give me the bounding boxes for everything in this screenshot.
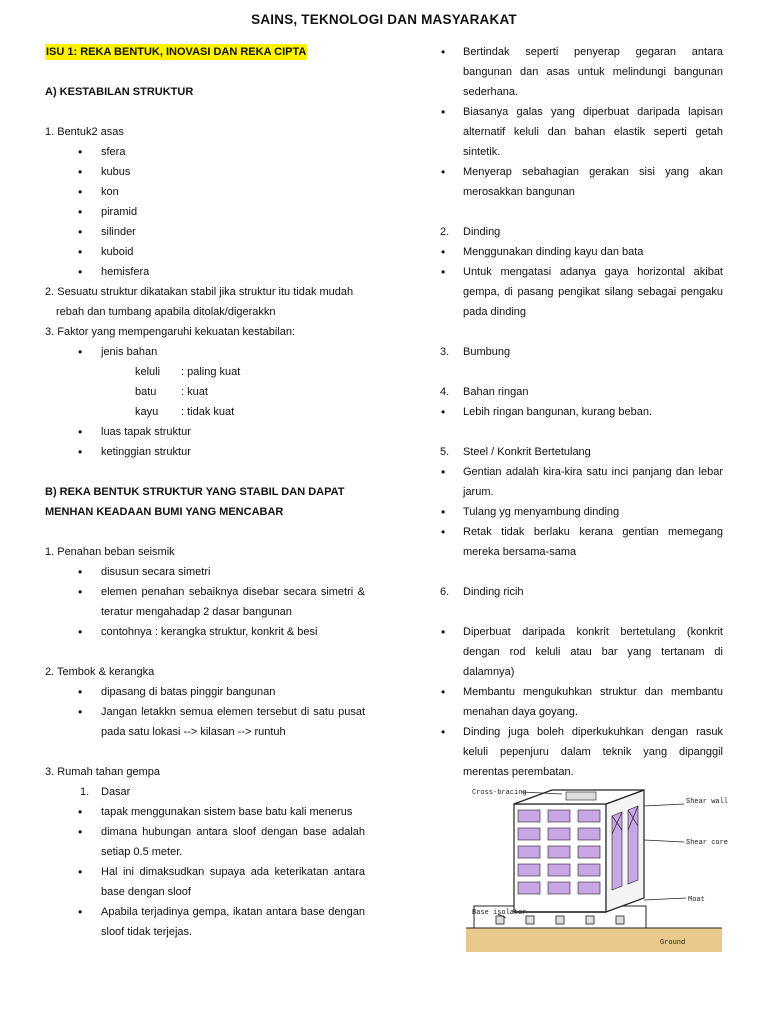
list-item: • Jangan letakkn semua elemen tersebut di satu pusat pada satu lokasi --> kilasan --> runtuh [45, 702, 365, 742]
material-value: : paling kuat [181, 366, 241, 378]
material-name: kayu [135, 406, 159, 418]
material-name: batu [135, 386, 157, 398]
number: 2. [440, 226, 450, 238]
page-title: SAINS, TEKNOLOGI DAN MASYARAKAT [251, 12, 517, 27]
list-item: • Menyerap sebahagian gerakan sisi yang akan merosakkan bangunan [440, 162, 723, 202]
heading-bahan-ringan [440, 382, 723, 402]
b3-item: 3. Rumah tahan gempa [45, 766, 160, 778]
material-row [45, 402, 365, 422]
list-item: • elemen penahan sebaiknya disebar secara simetri & teratur mengahadap 2 dasar bangunan [45, 582, 365, 622]
b2-item: 2. Tembok & kerangka [45, 666, 155, 678]
list-item: • Biasanya galas yang diperbuat daripada lapisan alternatif keluli dan bahan elastik seperti getah sintetik. [440, 102, 723, 162]
list-item: • Menggunakan dinding kayu dan bata [440, 242, 723, 262]
list-item: • Lebih ringan bangunan, kurang beban. [440, 402, 723, 422]
material-row [45, 382, 365, 402]
list-item: • kuboid [45, 242, 365, 262]
number: 6. [440, 586, 450, 598]
list-item: • disusun secara simetri [45, 562, 365, 582]
list-item: • Apabila terjadinya gempa, ikatan antara base dengan sloof tidak terjejas. [45, 902, 365, 942]
material-value: : kuat [181, 386, 208, 398]
heading-dinding [440, 222, 723, 242]
list-item: • kon [45, 182, 365, 202]
label-shear-wall: Shear wall [686, 798, 729, 806]
heading-dinding-ricih [440, 582, 723, 602]
a3-item: 3. Faktor yang mempengaruhi kekuatan kestabilan: [45, 326, 296, 338]
a2-item: 2. Sesuatu struktur dikatakan stabil jika struktur itu tidak mudah rebah dan tumbang apabila ditolak/digerakkn [45, 286, 354, 318]
list-item: • silinder [45, 222, 365, 242]
heading-bumbung [440, 342, 723, 362]
label-shear-core: Shear core [686, 839, 729, 847]
list-item: • dimana hubungan antara sloof dengan base adalah setiap 0.5 meter. [45, 822, 365, 862]
list-item: • piramid [45, 202, 365, 222]
label-moat: Moat [688, 896, 705, 904]
list-item: • Gentian adalah kira-kira satu inci panjang dan lebar jarum. [440, 462, 723, 502]
list-item: • contohnya : kerangka struktur, konkrit & besi [45, 622, 365, 642]
material-value: : tidak kuat [181, 406, 235, 418]
sub-label: Dasar [101, 786, 131, 798]
list-item: • Tulang yg menyambung dinding [440, 502, 723, 522]
heading-label: Dinding ricih [463, 586, 524, 598]
list-item: • hemisfera [45, 262, 365, 282]
left-column [45, 42, 365, 942]
material-row [45, 362, 365, 382]
list-item: • kubus [45, 162, 365, 182]
number: 4. [440, 386, 450, 398]
label-ground: Ground [660, 939, 686, 947]
b1-item: 1. Penahan beban seismik [45, 546, 175, 558]
issue-heading: ISU 1: REKA BENTUK, INOVASI DAN REKA CIPTA [46, 46, 307, 58]
list-item: • Diperbuat daripada konkrit bertetulang (konkrit dengan rod keluli atau bar yang tertanam di dalamnya) [440, 622, 723, 682]
right-column [440, 42, 723, 782]
heading-label: Steel / Konkrit Bertetulang [463, 446, 591, 458]
number: 5. [440, 446, 450, 458]
list-item: • Bertindak seperti penyerap gegaran antara bangunan dan asas untuk melindungi bangunan sederhana. [440, 42, 723, 102]
building-front [514, 804, 606, 912]
list-item: • dipasang di batas pinggir bangunan [45, 682, 365, 702]
list-item: • sfera [45, 142, 365, 162]
heading-label: Bumbung [463, 346, 511, 358]
heading-label: Bahan ringan [463, 386, 529, 398]
a1-item: 1. Bentuk2 asas [45, 126, 124, 138]
list-item: • Untuk mengatasi adanya gaya horizontal akibat gempa, di pasang pengikat silang sebagai pengaku pada dinding [440, 262, 723, 322]
sub-number: 1. [80, 786, 90, 798]
material-name: keluli [135, 366, 161, 378]
list-item: • tapak menggunakan sistem base batu kali menerus [45, 802, 365, 822]
heading-label: Dinding [463, 226, 501, 238]
list-item: • luas tapak struktur [45, 422, 365, 442]
list-item: • Membantu mengukuhkan struktur dan membantu menahan daya goyang. [440, 682, 723, 722]
label-base-isolator: Base isolator [472, 909, 527, 917]
section-a-heading: A) KESTABILAN STRUKTUR [45, 86, 194, 98]
list-item: • jenis bahan [45, 342, 365, 362]
list-item: • Dinding juga boleh diperkukuhkan dengan rasuk keluli pepenjuru dalam teknik yang dipanggil merentas perembatan. [440, 722, 723, 782]
number: 3. [440, 346, 450, 358]
list-item: • Hal ini dimaksudkan supaya ada keterikatan antara base dengan sloof [45, 862, 365, 902]
label-cross-bracing: Cross-bracing [472, 789, 527, 797]
list-item: • ketinggian struktur [45, 442, 365, 462]
section-b-heading: B) REKA BENTUK STRUKTUR YANG STABIL DAN DAPAT MENHAN KEADAAN BUMI YANG MENCABAR [45, 486, 345, 518]
list-item: • Retak tidak berlaku kerana gentian memegang mereka bersama-sama [440, 522, 723, 562]
building-diagram [466, 782, 729, 952]
b3-subheading [45, 782, 365, 802]
heading-steel [440, 442, 723, 462]
